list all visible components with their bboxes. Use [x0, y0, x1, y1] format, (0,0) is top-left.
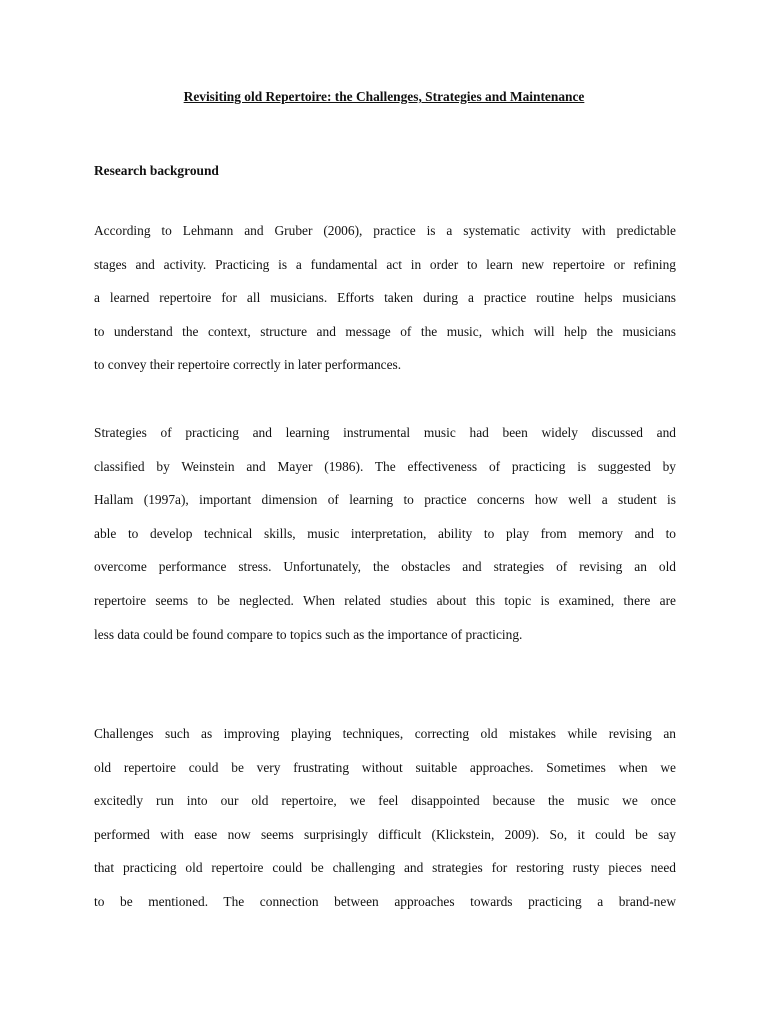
paragraph-line: Hallam (1997a), important dimension of learning to practice concerns how well a student is: [94, 492, 676, 508]
paragraph-line: a learned repertoire for all musicians. Efforts taken during a practice routine helps musicians: [94, 290, 676, 306]
paragraph-2: [94, 423, 676, 658]
paragraph-line: Strategies of practicing and learning instrumental music had been widely discussed and: [94, 425, 676, 440]
paragraph-line: to be mentioned. The connection between approaches towards practicing a brand-new: [94, 893, 676, 909]
paragraph-line: that practicing old repertoire could be challenging and strategies for restoring rusty pieces need: [94, 860, 676, 876]
paragraph-line: less data could be found compare to topics such as the importance of practicing.: [94, 626, 523, 642]
paragraph-line: According to Lehmann and Gruber (2006), practice is a systematic activity with predictable: [94, 223, 676, 238]
paragraph-line: stages and activity. Practicing is a fundamental act in order to learn new repertoire or refining: [94, 256, 676, 272]
paragraph-line: to understand the context, structure and message of the music, which will help the musicians: [94, 323, 676, 339]
section-heading: Research background: [94, 163, 219, 178]
paragraph-line: performed with ease now seems surprisingly difficult (Klickstein, 2009). So, it could be say: [94, 826, 676, 842]
paragraph-line: overcome performance stress. Unfortunately, the obstacles and strategies of revising an old: [94, 559, 676, 575]
paragraph-line: to convey their repertoire correctly in later performances.: [94, 357, 402, 373]
paragraph-line: able to develop technical skills, music interpretation, ability to play from memory and to: [94, 525, 676, 541]
paragraph-line: Challenges such as improving playing techniques, correcting old mistakes while revising an: [94, 726, 676, 741]
paragraph-line: old repertoire could be very frustrating without suitable approaches. Sometimes when we: [94, 759, 676, 775]
paragraph-line: repertoire seems to be neglected. When related studies about this topic is examined, there are: [94, 592, 676, 608]
paragraph-line: classified by Weinstein and Mayer (1986). The effectiveness of practicing is suggested by: [94, 458, 676, 474]
document-title: Revisiting old Repertoire: the Challenges, Strategies and Maintenance: [183, 89, 585, 104]
paragraph-line: excitedly run into our old repertoire, we feel disappointed because the music we once: [94, 793, 676, 809]
paragraph-3: [94, 724, 676, 926]
paragraph-1: [94, 221, 676, 389]
